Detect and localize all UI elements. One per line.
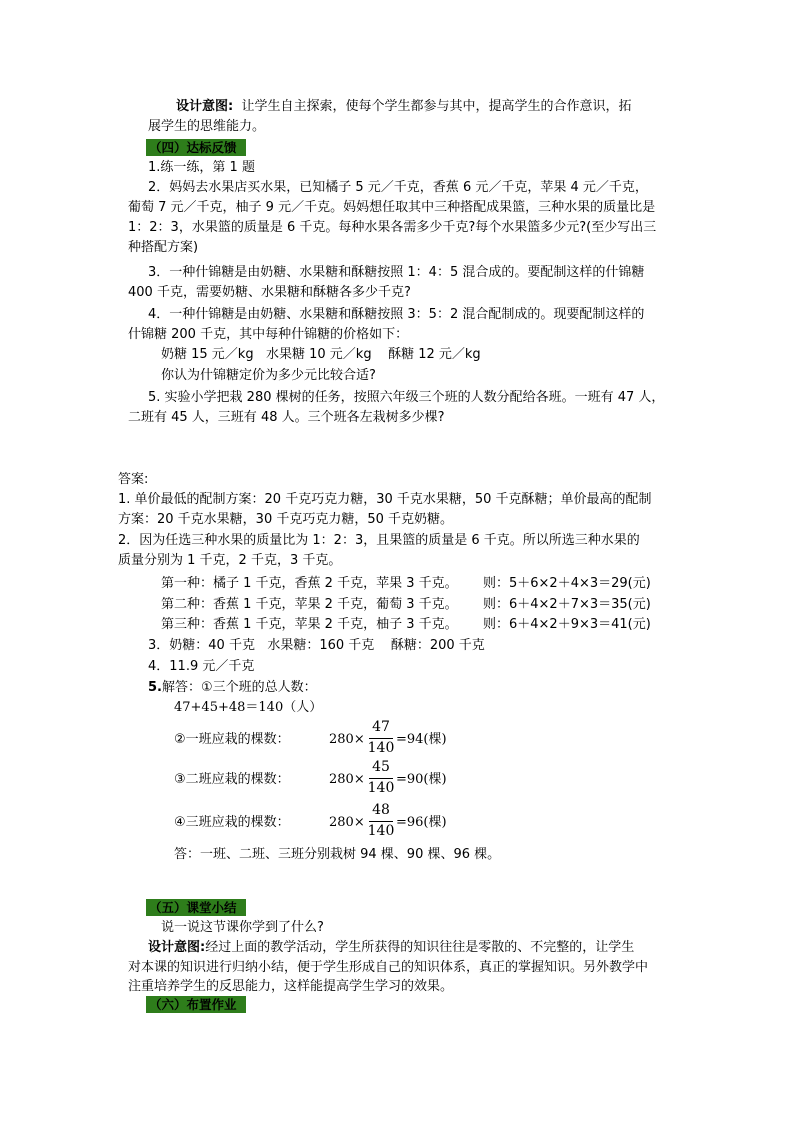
fraction <box>367 802 395 842</box>
exercise-5-line: 5. 实验小学把栽 280 棵树的任务，按照六年级三个班的人数分配给各班。一班有 47 人， <box>148 390 665 405</box>
fraction-bar <box>369 778 393 779</box>
section-heading-5 <box>146 899 246 916</box>
exercise-4-question: 你认为什锦糖定价为多少元比较合适? <box>161 368 376 383</box>
exercise-1: 1.练一练，第 1 题 <box>148 160 255 175</box>
exercise-2-line: 葡萄 7 元／千克，柚子 9 元／千克。妈妈想任取其中三种搭配成果篮，三种水果的质量比是 <box>128 200 656 215</box>
intent-text-1: 让学生自主探索，使每个学生都参与其中，提高学生的合作意识，拓 <box>233 99 632 114</box>
class-label: ②一班应栽的棵数： <box>174 732 290 747</box>
answer-2-line: 质量分别为 1 千克，2 千克，3 千克。 <box>118 553 342 568</box>
section-heading-4 <box>146 139 246 156</box>
answer-3: 3．奶糖：40 千克 水果糖：160 千克 酥糖：200 千克 <box>148 638 485 653</box>
fraction-numerator: 48 <box>372 802 390 818</box>
answer-2-line: 2．因为任选三种水果的质量比为 1：2：3，且果篮的质量是 6 千克。所以所选三种水果的 <box>118 533 640 548</box>
calc-lhs: 280× <box>329 815 365 830</box>
answer-1-line: 1. 单价最低的配制方案：20 千克巧克力糖，30 千克水果糖，50 千克酥糖；单价最高的配制 <box>118 492 652 507</box>
fraction-numerator: 45 <box>372 759 390 775</box>
option-calc: 则：6＋4×2＋7×3＝35(元) <box>483 597 651 612</box>
answer-5-head <box>148 678 317 697</box>
answer-4: 4．11.9 元／千克 <box>148 659 255 674</box>
section-title: （六）布置作业 <box>149 997 237 1012</box>
section-title: （五）课堂小结 <box>149 900 237 915</box>
summary-intent <box>148 938 634 957</box>
calc-lhs: 280× <box>329 772 365 787</box>
intent-text-2: 展学生的思维能力。 <box>148 119 266 134</box>
exercise-4-line: 什锦糖 200 千克，其中每种什锦糖的价格如下： <box>128 327 409 342</box>
answer-5-final: 答：一班、二班、三班分别栽树 94 棵、90 棵、96 棵。 <box>174 847 501 862</box>
calc-rhs: =96(棵) <box>396 815 447 830</box>
summary-text-line: 注重培养学生的反思能力，这样能提高学生学习的效果。 <box>128 979 454 994</box>
intent-label <box>176 97 631 116</box>
exercise-3-line: 3．一种什锦糖是由奶糖、水果糖和酥糖按照 1：4：5 混合成的。要配制这样的什锦糖 <box>148 265 645 280</box>
fraction <box>367 759 395 799</box>
fraction-bar <box>369 738 393 739</box>
summary-text-line: 对本课的知识进行归纳小结，便于学生形成自己的知识体系，真正的掌握知识。另外教学中 <box>128 960 649 975</box>
exercise-4-line: 4．一种什锦糖是由奶糖、水果糖和酥糖按照 3：5：2 混合配制成的。现要配制这样的 <box>148 307 645 322</box>
answer-1-line: 方案：20 千克水果糖，30 千克巧克力糖，50 千克奶糖。 <box>118 512 454 527</box>
answer-5-head-text: 解答：①三个班的总人数： <box>161 680 317 695</box>
fraction-denominator: 140 <box>367 740 395 756</box>
class-label: ④三班应栽的棵数： <box>174 815 290 830</box>
answer-5-total: 47+45+48＝140（人） <box>174 700 323 715</box>
exercise-3-line: 400 千克，需要奶糖、水果糖和酥糖各多少千克? <box>128 285 411 300</box>
calc-rhs: =90(棵) <box>396 772 447 787</box>
exercise-2-line: 种搭配方案) <box>128 240 199 255</box>
section-title: （四）达标反馈 <box>149 140 237 155</box>
fraction-denominator: 140 <box>367 823 395 839</box>
calc-rhs: =94(棵) <box>396 732 447 747</box>
answers-heading: 答案: <box>118 472 149 487</box>
calc-lhs: 280× <box>329 732 365 747</box>
exercise-2-line: 2．妈妈去水果店买水果，已知橘子 5 元／千克，香蕉 6 元／千克，苹果 4 元／千克， <box>148 180 648 195</box>
summary-intent-label: 设计意图: <box>148 940 206 955</box>
exercise-2-line: 1：2：3，水果篮的质量是 6 千克。每种水果各需多少千克?每个水果篮多少元?(至少写出三 <box>128 220 657 235</box>
summary-prompt: 说一说这节课你学到了什么? <box>161 920 324 935</box>
summary-text-1: 经过上面的教学活动，学生所获得的知识往往是零散的、不完整的，让学生 <box>205 940 635 955</box>
class-label: ③二班应栽的棵数： <box>174 772 290 787</box>
option-label: 第二种：香蕉 1 千克，苹果 2 千克，葡萄 3 千克。 <box>161 597 458 612</box>
fraction <box>367 719 395 759</box>
intent-label-text: 设计意图: <box>176 99 234 114</box>
price-list: 奶糖 15 元／kg 水果糖 10 元／kg 酥糖 12 元／kg <box>161 347 481 362</box>
option-calc: 则：6＋4×2＋9×3＝41(元) <box>483 617 651 632</box>
fraction-numerator: 47 <box>372 719 390 735</box>
option-label: 第一种：橘子 1 千克，香蕉 2 千克，苹果 3 千克。 <box>161 576 458 591</box>
fraction-denominator: 140 <box>367 780 395 796</box>
option-calc: 则：5＋6×2＋4×3＝29(元) <box>483 576 651 591</box>
exercise-5-line: 二班有 45 人，三班有 48 人。三个班各左栽树多少棵? <box>128 410 445 425</box>
option-label: 第三种：香蕉 1 千克，苹果 2 千克，柚子 3 千克。 <box>161 617 458 632</box>
section-heading-6 <box>146 996 246 1013</box>
answer-5-number: 5. <box>148 680 162 695</box>
fraction-bar <box>369 821 393 822</box>
